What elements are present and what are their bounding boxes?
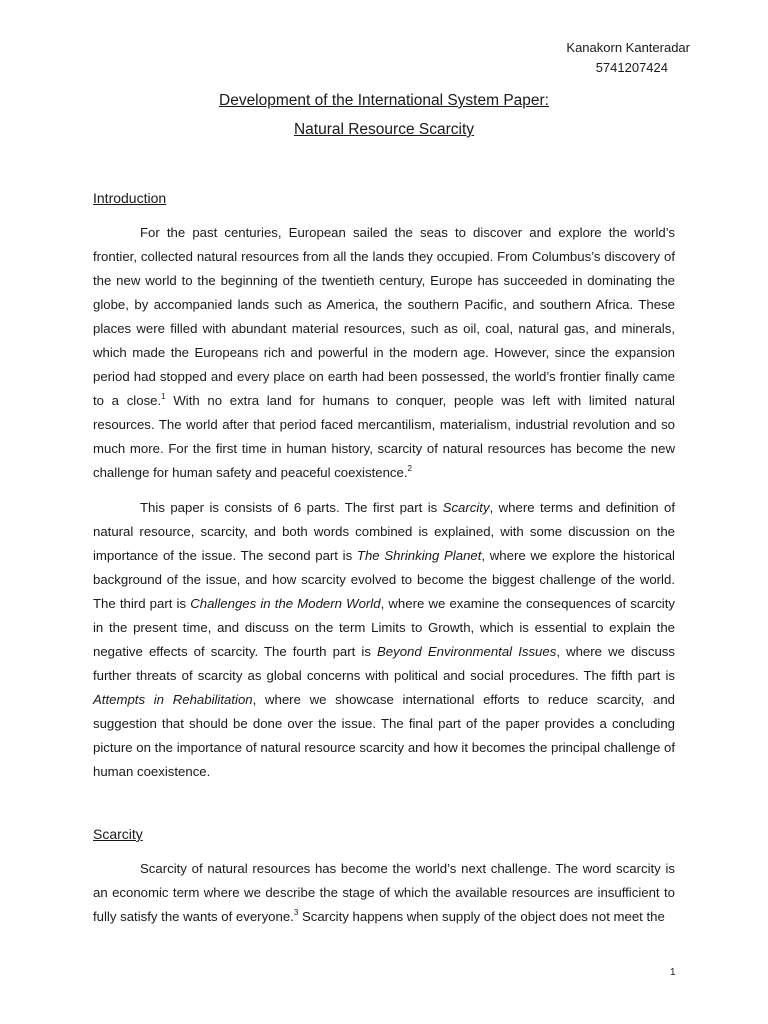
footnote-ref-3: 3 (293, 908, 299, 917)
page-number: 1 (670, 967, 676, 978)
section-heading-scarcity: Scarcity (93, 826, 143, 842)
part-title-attempts: Attempts in Rehabilitation (93, 692, 253, 707)
paragraph-scarcity-1: Scarcity of natural resources has become the world’s next challenge. The word scarcity is an economic term where we describe the stage of which the available resources are insufficient to fully satisfy the wants of everyone.$^3$ Scarcity happens when supply of the object does not meet the (93, 861, 675, 924)
part-title-shrinking-planet: The Shrinking Planet (356, 548, 482, 563)
paper-title-line-1: Development of the International System Paper: (219, 92, 549, 109)
author-name: Kanakorn Kanteradar (566, 40, 690, 55)
part-title-challenges: Challenges in the Modern World (190, 596, 381, 611)
author-block (566, 38, 690, 78)
part-title-scarcity: Scarcity (442, 500, 490, 515)
part-title-beyond-environmental: Beyond Environmental Issues (377, 644, 557, 659)
paragraph-intro-1: For the past centuries, European sailed the seas to discover and explore the world’s frontier, collected natural resources from all the lands they occupied. From Columbus’s discovery of the new world to the beginning of the twentieth century, Europe has succeeded in dominating the globe, by accompanied lands such as America, the southern Pacific, and southern Africa. These places were filled with abundant material resources, such as oil, coal, natural gas, and minerals, which made the Europeans rich and powerful in the modern age. However, since the expansion period had stopped and every place on earth had been possessed, the world’s frontier finally came to a close.$^1$ With no extra land for humans to conquer, people was left with limited natural resources. The world after that period faced mercantilism, materialism, industrial revolution and so much more. For the first time in human history, scarcity of natural resources has become the new challenge for human safety and peaceful coexistence.$^2$ (93, 225, 675, 480)
footnote-ref-2: 2 (407, 464, 412, 473)
student-id: 5741207424 (595, 60, 668, 75)
section-heading-introduction: Introduction (93, 190, 167, 206)
footnote-ref-1: 1 (161, 392, 166, 401)
paper-title-line-2: Natural Resource Scarcity (293, 121, 475, 138)
paragraph-intro-2: This paper is consists of 6 parts. The first part is Scarcity, where terms and definition of natural resource, scarcity, and both words combined is explained, with some discussion on the importance of the issue. The second part is The Shrinking Planet, where we explore the historical background of the issue, and how scarcity evolved to become the biggest challenge of the world. The third part is Challenges in the Modern World, where we examine the consequences of scarcity in the present time, and discuss on the term Limits to Growth, which is essential to explain the negative effects of scarcity. The fourth part is Beyond Environmental Issues, where we discuss further threats of scarcity as global concerns with political and social procedures. The fifth part is Attempts in Rehabilitation, where we showcase international efforts to reduce scarcity, and suggestion that should be done over the issue. The final part of the paper provides a concluding picture on the importance of natural resource scarcity and how it becomes the principal challenge of human coexistence. (93, 500, 675, 779)
